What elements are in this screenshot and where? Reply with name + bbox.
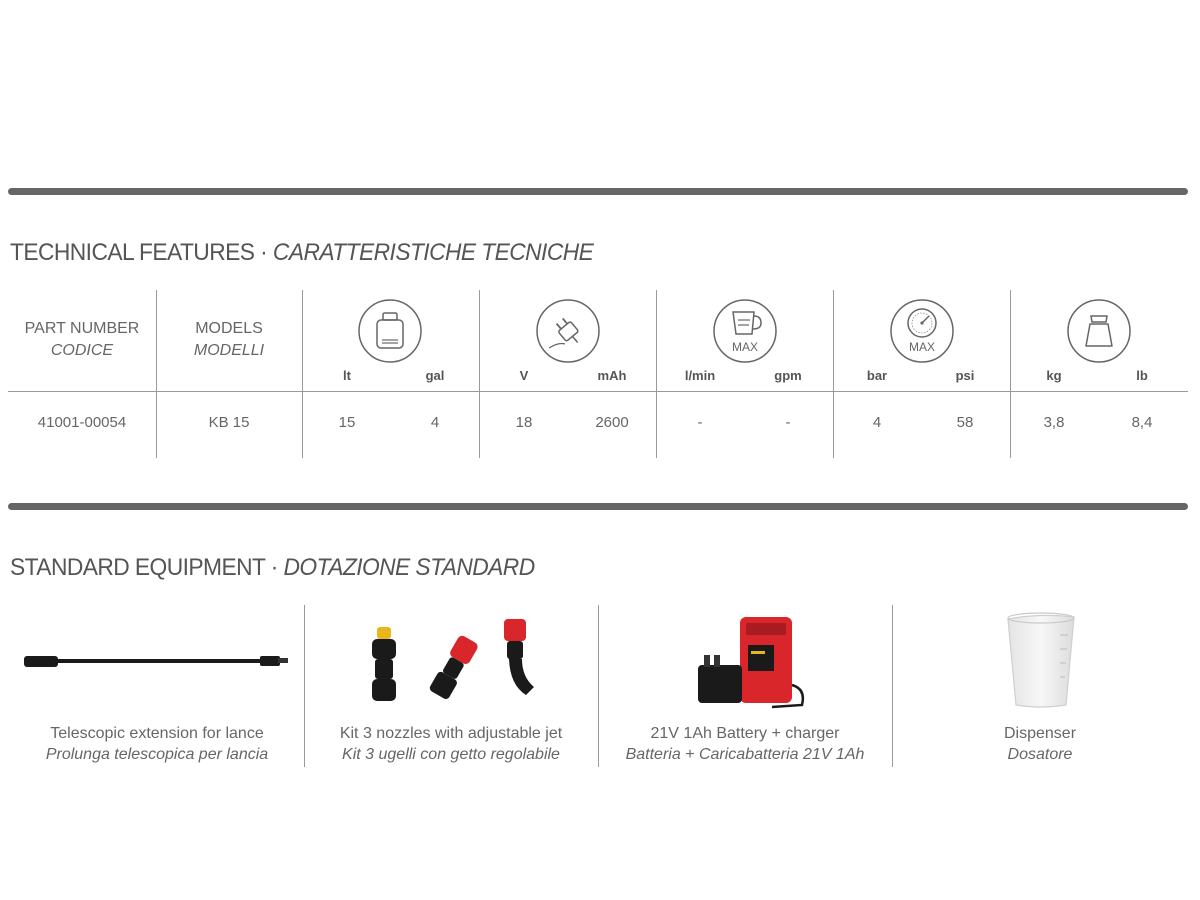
weight-icon — [1066, 298, 1132, 364]
nozzles-image — [304, 605, 598, 715]
battery-charger-image — [598, 605, 892, 715]
extension-caption — [10, 723, 304, 765]
value-bar: 4 — [872, 414, 882, 431]
max-label: MAX — [908, 340, 935, 354]
models-label: MODELS — [195, 320, 263, 337]
middle-divider — [8, 503, 1188, 510]
models-header — [156, 318, 302, 362]
part-number-header — [8, 318, 156, 362]
title-it: DOTAZIONE STANDARD — [283, 554, 535, 581]
nozzles-caption — [304, 723, 598, 765]
modelli-label: MODELLI — [193, 342, 265, 359]
unit-mah: mAh — [597, 368, 627, 383]
column-divider — [656, 290, 657, 458]
unit-kg: kg — [1046, 368, 1062, 383]
top-divider — [8, 188, 1188, 195]
telescopic-lance-image — [10, 605, 304, 715]
column-divider — [302, 290, 303, 458]
tank-icon — [357, 298, 423, 364]
unit-lb: lb — [1136, 368, 1148, 383]
unit-psi: psi — [955, 368, 975, 383]
part-number-label: PART NUMBER — [24, 320, 140, 337]
caption-en: Telescopic extension for lance — [50, 725, 264, 742]
value-mah: 2600 — [595, 414, 629, 431]
equipment-item-extension — [10, 605, 304, 767]
caption-en: Kit 3 nozzles with adjustable jet — [339, 725, 563, 742]
unit-lt: lt — [343, 368, 351, 383]
model-value: KB 15 — [208, 414, 250, 431]
max-label: MAX — [731, 340, 758, 354]
equipment-item-battery — [598, 605, 892, 767]
technical-features-title — [10, 239, 593, 267]
unit-l-min: l/min — [684, 368, 716, 383]
unit-gpm: gpm — [774, 368, 802, 383]
battery-plug-icon — [535, 298, 601, 364]
equipment-item-dispenser — [892, 605, 1188, 767]
equipment-item-nozzles — [304, 605, 598, 767]
value-gal: 4 — [430, 414, 440, 431]
header-divider — [8, 391, 1188, 392]
column-divider — [156, 290, 157, 458]
caption-en: Dispenser — [1003, 725, 1077, 742]
value-l-min: - — [697, 414, 703, 431]
caption-it: Dosatore — [1007, 746, 1073, 763]
value-gpm: - — [785, 414, 791, 431]
value-kg: 3,8 — [1043, 414, 1065, 431]
unit-v: V — [519, 368, 529, 383]
battery-caption — [598, 723, 892, 765]
title-it: CARATTERISTICHE TECNICHE — [272, 239, 594, 266]
pressure-gauge-icon — [889, 298, 955, 364]
dispenser-caption — [892, 723, 1188, 765]
caption-it: Kit 3 ugelli con getto regolabile — [342, 746, 560, 763]
unit-gal: gal — [425, 368, 445, 383]
caption-it: Prolunga telescopica per lancia — [45, 746, 269, 763]
column-divider — [479, 290, 480, 458]
value-psi: 58 — [956, 414, 974, 431]
caption-en: 21V 1Ah Battery + charger — [650, 725, 840, 742]
title-en: TECHNICAL FEATURES · — [10, 239, 273, 266]
dispenser-image — [892, 605, 1188, 715]
caption-it: Batteria + Caricabatteria 21V 1Ah — [625, 746, 865, 763]
column-divider — [1010, 290, 1011, 458]
codice-label: CODICE — [50, 342, 114, 359]
unit-bar: bar — [866, 368, 888, 383]
standard-equipment-title — [10, 554, 535, 582]
title-en: STANDARD EQUIPMENT · — [10, 554, 284, 581]
value-lb: 8,4 — [1131, 414, 1153, 431]
flow-jug-icon — [712, 298, 778, 364]
technical-table — [8, 290, 1188, 458]
column-divider — [833, 290, 834, 458]
value-v: 18 — [515, 414, 533, 431]
part-number-value: 41001-00054 — [37, 414, 127, 431]
value-lt: 15 — [338, 414, 356, 431]
